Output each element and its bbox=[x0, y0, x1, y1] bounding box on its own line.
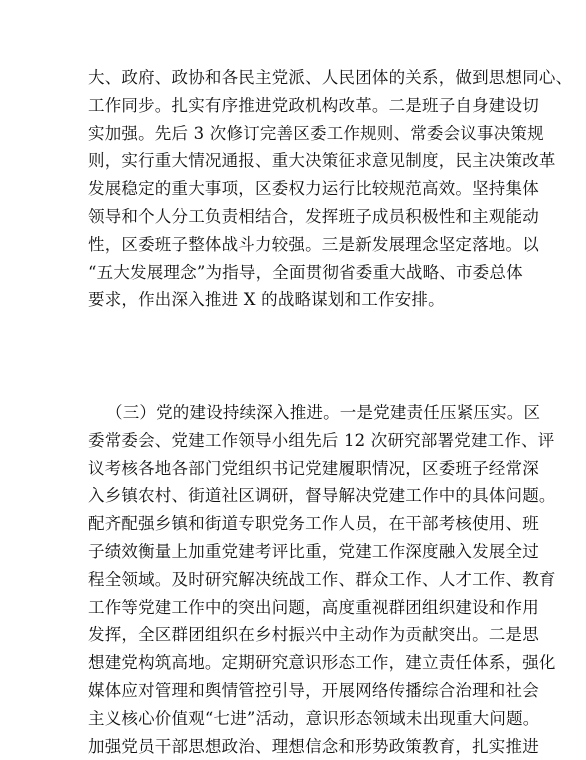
text-line: 想建党构筑高地。定期研究意识形态工作，建立责任体系，强化 bbox=[88, 653, 556, 673]
text-line: 程全领域。及时研究解决统战工作、群众工作、人才工作、教育 bbox=[88, 569, 556, 589]
text-line: 发挥，全区群团组织在乡村振兴中主动作为贡献突出。二是思 bbox=[88, 625, 539, 645]
text-line: 则，实行重大情况通报、重大决策征求意见制度，民主决策改革 bbox=[88, 151, 556, 171]
text-line: “五大发展理念”为指导，全面贯彻省委重大战略、市委总体 bbox=[88, 262, 523, 282]
section-heading-line: （三）党的建设持续深入推进。一是党建责任压紧压实。区 bbox=[106, 403, 541, 422]
paragraph-1 bbox=[88, 64, 573, 314]
paragraph-2 bbox=[88, 399, 556, 760]
text-line: 配齐配强乡镇和街道专职党务工作人员，在干部考核使用、班 bbox=[88, 514, 539, 534]
text-line: 议考核各地各部门党组织书记党建履职情况，区委班子经常深 bbox=[88, 458, 539, 478]
text-line: 实加强。先后 3 次修订完善区委工作规则、常委会议事决策规 bbox=[88, 123, 544, 143]
text-line: 工作同步。扎实有序推进党政机构改革。二是班子自身建设切 bbox=[88, 95, 539, 115]
text-line: 媒体应对管理和舆情管控引导，开展网络传播综合治理和社会 bbox=[88, 680, 539, 700]
text-line: 委常委会、党建工作领导小组先后 12 次研究部署党建工作、评 bbox=[88, 430, 555, 450]
text-line: 入乡镇农村、街道社区调研，督导解决党建工作中的具体问题。 bbox=[88, 486, 556, 506]
text-line: 发展稳定的重大事项，区委权力运行比较规范高效。坚持集体 bbox=[88, 179, 539, 199]
text-line: 工作等党建工作中的突出问题，高度重视群团组织建设和作用 bbox=[88, 597, 539, 617]
text-line: 主义核心价值观“七进”活动，意识形态领域未出现重大问题。 bbox=[88, 708, 540, 728]
text-line: 子绩效衡量上加重党建考评比重，党建工作深度融入发展全过 bbox=[88, 541, 539, 561]
text-line: 要求，作出深入推进 X 的战略谋划和工作安排。 bbox=[88, 290, 445, 310]
text-line: 加强党员干部思想政治、理想信念和形势政策教育，扎实推进 bbox=[88, 736, 539, 756]
text-line: 领导和个人分工负责相结合，发挥班子成员积极性和主观能动 bbox=[88, 206, 539, 226]
text-line: 大、政府、政协和各民主党派、人民团体的关系，做到思想同心、 bbox=[88, 68, 573, 87]
text-line: 性，区委班子整体战斗力较强。三是新发展理念坚定落地。以 bbox=[88, 234, 539, 254]
